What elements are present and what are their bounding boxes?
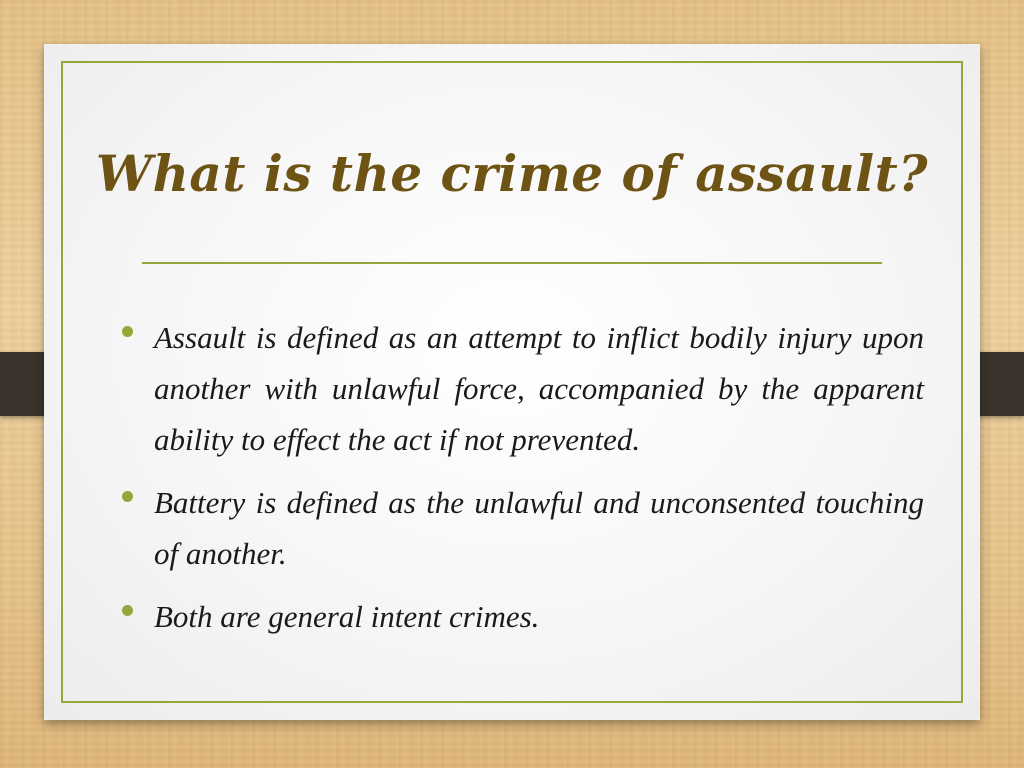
bullet-text: Battery is defined as the unlawful and unconsented touching of another. (154, 485, 924, 571)
bullet-dot-icon (122, 326, 133, 337)
bullet-dot-icon (122, 605, 133, 616)
slide-card (44, 44, 980, 720)
bullet-text: Both are general intent crimes. (154, 599, 540, 634)
bullet-list (118, 312, 924, 654)
title-divider (142, 262, 882, 264)
bullet-item-intent (118, 591, 924, 642)
bullet-dot-icon (122, 491, 133, 502)
slide-title: What is the crime of assault? (95, 144, 929, 203)
bullet-item-assault (118, 312, 924, 465)
bullet-text: Assault is defined as an attempt to inflict bodily injury upon another with unlawful force, accompanied by the apparent ability to effect the act if not prevented. (154, 320, 924, 457)
bullet-item-battery (118, 477, 924, 579)
